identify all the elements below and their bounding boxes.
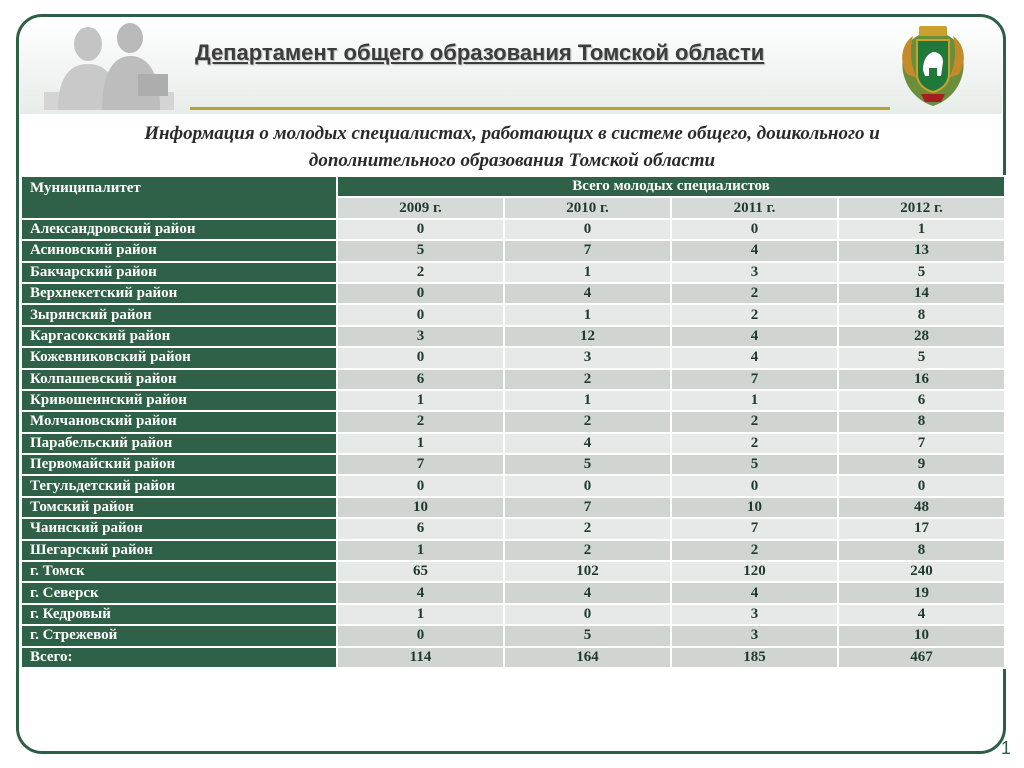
table-row (21, 582, 1005, 603)
table-cell: 2 (337, 262, 504, 283)
table-total-row (21, 647, 1005, 668)
municipality-name: г. Кедровый (21, 604, 337, 625)
table-cell: 5 (671, 454, 838, 475)
table-cell: 1 (504, 262, 671, 283)
table-cell: 65 (337, 561, 504, 582)
table-row (21, 433, 1005, 454)
table-cell: 0 (504, 475, 671, 496)
table-row (21, 262, 1005, 283)
table-row (21, 219, 1005, 240)
table-cell: 7 (671, 369, 838, 390)
table-cell: 1 (337, 390, 504, 411)
table-cell: 120 (671, 561, 838, 582)
table-cell: 0 (504, 219, 671, 240)
municipality-name: Шегарский район (21, 540, 337, 561)
table-row (21, 454, 1005, 475)
department-title: Департамент общего образования Томской области (195, 40, 765, 65)
table-cell: 0 (671, 475, 838, 496)
table-cell: 16 (838, 369, 1005, 390)
municipality-name: Тегульдетский район (21, 475, 337, 496)
table-cell: 3 (671, 604, 838, 625)
municipality-name: г. Северск (21, 582, 337, 603)
table-cell: 9 (838, 454, 1005, 475)
total-cell: 164 (504, 647, 671, 668)
table-row (21, 518, 1005, 539)
municipality-name: Александровский район (21, 219, 337, 240)
subtitle-line-1: Информация о молодых специалистах, работающих в системе общего, дошкольного и (144, 123, 880, 144)
table-cell: 1 (337, 433, 504, 454)
table-cell: 6 (337, 518, 504, 539)
municipality-name: Колпашевский район (21, 369, 337, 390)
table-cell: 2 (671, 411, 838, 432)
table-cell: 4 (671, 582, 838, 603)
table-cell: 5 (504, 625, 671, 646)
table-cell: 0 (838, 475, 1005, 496)
table-cell: 17 (838, 518, 1005, 539)
column-header-year: 2010 г. (504, 197, 671, 218)
table-cell: 3 (671, 262, 838, 283)
subtitle-line-2: дополнительного образования Томской области (308, 150, 716, 171)
table-cell: 1 (504, 304, 671, 325)
total-cell: 467 (838, 647, 1005, 668)
total-label: Всего: (21, 647, 337, 668)
municipality-name: г. Стрежевой (21, 625, 337, 646)
table-row (21, 411, 1005, 432)
municipality-name: Первомайский район (21, 454, 337, 475)
table-cell: 7 (504, 240, 671, 261)
municipality-name: г. Томск (21, 561, 337, 582)
municipality-name: Молчановский район (21, 411, 337, 432)
municipality-name: Каргасокский район (21, 326, 337, 347)
table-cell: 7 (671, 518, 838, 539)
municipality-name: Томский район (21, 497, 337, 518)
municipality-name: Парабельский район (21, 433, 337, 454)
municipality-name: Кожевниковский район (21, 347, 337, 368)
table-cell: 2 (671, 304, 838, 325)
table-cell: 28 (838, 326, 1005, 347)
table-cell: 4 (504, 582, 671, 603)
table-cell: 8 (838, 304, 1005, 325)
table-cell: 8 (838, 411, 1005, 432)
table-cell: 2 (337, 411, 504, 432)
people-silhouette-icon (44, 22, 174, 110)
table-cell: 10 (671, 497, 838, 518)
municipality-name: Кривошеинский район (21, 390, 337, 411)
table-cell: 0 (671, 219, 838, 240)
table-cell: 2 (671, 540, 838, 561)
table-cell: 4 (838, 604, 1005, 625)
table-cell: 4 (337, 582, 504, 603)
table-row (21, 625, 1005, 646)
column-header-year: 2009 г. (337, 197, 504, 218)
table-row (21, 475, 1005, 496)
young-specialists-table (20, 175, 1006, 669)
table-cell: 2 (671, 433, 838, 454)
table-cell: 7 (838, 433, 1005, 454)
table-cell: 0 (337, 283, 504, 304)
table-cell: 5 (504, 454, 671, 475)
table-subtitle (30, 120, 994, 174)
gold-divider (190, 107, 890, 110)
total-cell: 185 (671, 647, 838, 668)
table-cell: 240 (838, 561, 1005, 582)
table-cell: 10 (838, 625, 1005, 646)
table-cell: 0 (337, 219, 504, 240)
table-cell: 1 (337, 604, 504, 625)
table-cell: 4 (504, 433, 671, 454)
table-cell: 1 (838, 219, 1005, 240)
table-cell: 1 (504, 390, 671, 411)
table-cell: 2 (504, 518, 671, 539)
table-cell: 7 (504, 497, 671, 518)
table-cell: 0 (337, 347, 504, 368)
table-cell: 5 (337, 240, 504, 261)
municipality-name: Чаинский район (21, 518, 337, 539)
table-cell: 12 (504, 326, 671, 347)
table-cell: 2 (504, 369, 671, 390)
table-cell: 0 (337, 625, 504, 646)
table-cell: 4 (504, 283, 671, 304)
column-header-municipality: Муниципалитет (21, 176, 337, 219)
column-header-year: 2012 г. (838, 197, 1005, 218)
table-cell: 3 (671, 625, 838, 646)
municipality-name: Зырянский район (21, 304, 337, 325)
municipality-name: Асиновский район (21, 240, 337, 261)
table-cell: 14 (838, 283, 1005, 304)
table-row (21, 540, 1005, 561)
municipality-name: Верхнекетский район (21, 283, 337, 304)
column-header-year: 2011 г. (671, 197, 838, 218)
table-cell: 2 (504, 411, 671, 432)
table-row (21, 390, 1005, 411)
table-cell: 3 (337, 326, 504, 347)
table-cell: 13 (838, 240, 1005, 261)
table-cell: 7 (337, 454, 504, 475)
table-cell: 0 (337, 304, 504, 325)
table-cell: 3 (504, 347, 671, 368)
table-cell: 10 (337, 497, 504, 518)
table-row (21, 497, 1005, 518)
table-cell: 1 (671, 390, 838, 411)
table-cell: 6 (337, 369, 504, 390)
table-row (21, 283, 1005, 304)
table-cell: 0 (337, 475, 504, 496)
table-cell: 102 (504, 561, 671, 582)
table-row (21, 240, 1005, 261)
table-cell: 5 (838, 262, 1005, 283)
table-row (21, 347, 1005, 368)
table-row (21, 369, 1005, 390)
table-cell: 48 (838, 497, 1005, 518)
tomsk-coat-of-arms-icon (893, 22, 973, 108)
table-cell: 4 (671, 240, 838, 261)
table-cell: 4 (671, 326, 838, 347)
table-row (21, 604, 1005, 625)
table-cell: 6 (838, 390, 1005, 411)
table-cell: 19 (838, 582, 1005, 603)
column-header-total-young-specialists: Всего молодых специалистов (337, 176, 1005, 197)
table-cell: 2 (504, 540, 671, 561)
page-number: 1 (1001, 738, 1012, 758)
table-cell: 0 (504, 604, 671, 625)
table-cell: 8 (838, 540, 1005, 561)
total-cell: 114 (337, 647, 504, 668)
municipality-name: Бакчарский район (21, 262, 337, 283)
table-cell: 1 (337, 540, 504, 561)
table-row (21, 326, 1005, 347)
table-row (21, 561, 1005, 582)
table-cell: 5 (838, 347, 1005, 368)
table-cell: 2 (671, 283, 838, 304)
table-row (21, 304, 1005, 325)
table-cell: 4 (671, 347, 838, 368)
